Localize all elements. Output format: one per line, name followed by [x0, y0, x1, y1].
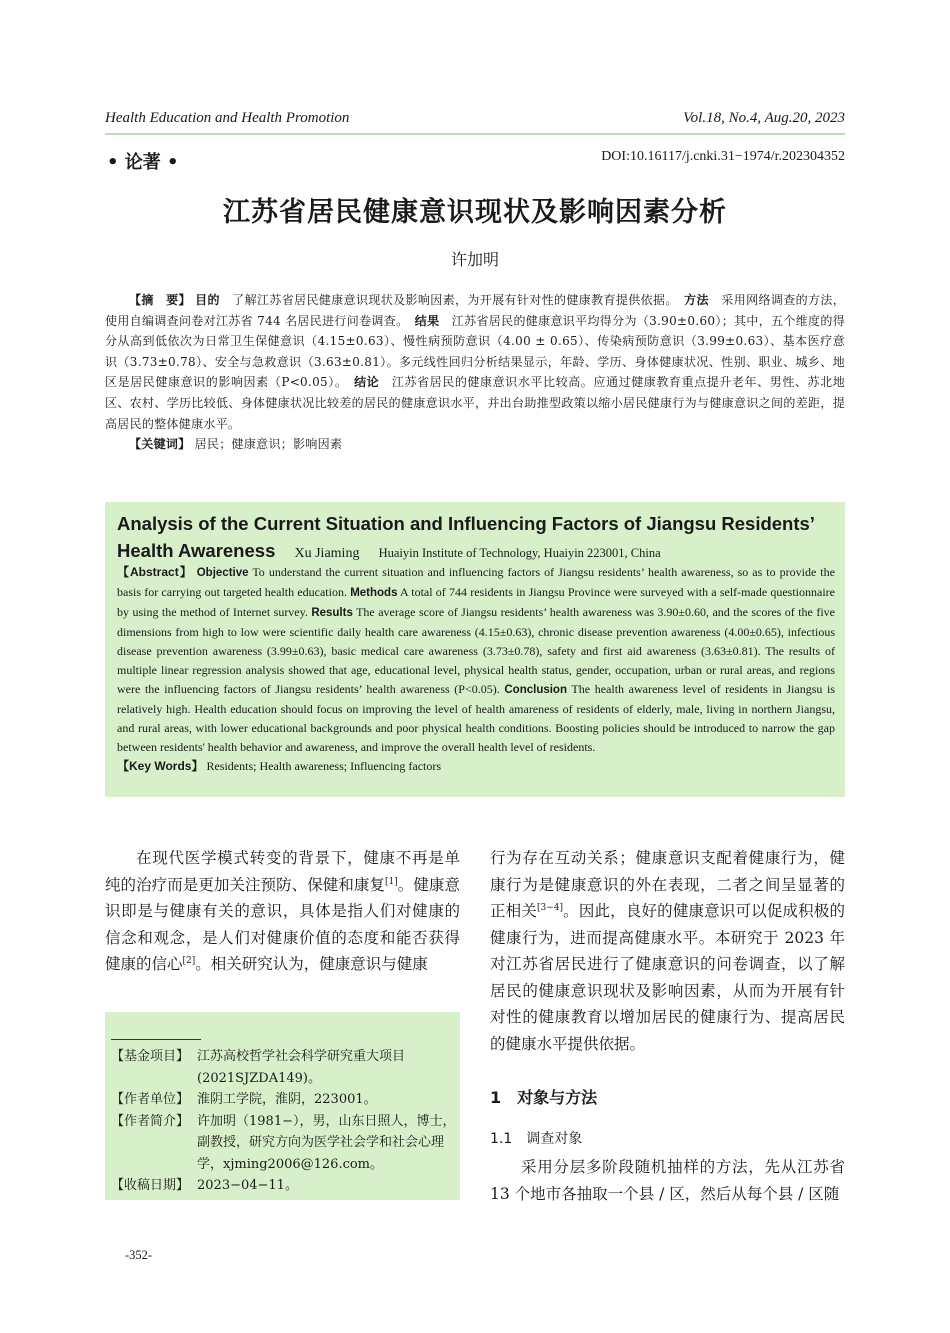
intro-text-1: 在现代医学模式转变的背景下，健康不再是单纯的治疗而是更加关注预防、保健和康复 [105, 849, 460, 894]
subsection-heading: 1.1 调查对象 [490, 1131, 583, 1147]
en-objective-label: Objective [196, 567, 249, 579]
en-results-text: The average score of Jiangsu residents’ health awareness was 3.90±0.60, and the scores of the five dimensions from high to low were scientific daily health care awareness (4.15±0.63), chronic disease prevention awareness (4.00±0.65), infectious disease prevention awareness (3.99±0.63), basic medical care awareness (3.73±0.78), safety and first aid awareness (3.63±0.81). The results of multiple linear regression analysis showed that age, educational level, physical health status, gender, occupation, urban or rural areas, and regions were the influencing factors of Jiangsu residents’ health awareness (P<0.05). [117, 605, 835, 696]
intro-text-4: 行为存在互动关系；健康意识支配着健康行为，健康行为是健康意识的外在表现，二者之间呈显著的正相关 [490, 849, 845, 920]
footnote-text: 2023−04−11。 [197, 1178, 298, 1193]
keywords-text: 居民；健康意识；影响因素 [194, 437, 343, 452]
section-tag: • 论著 • [107, 152, 179, 173]
author-name: 许加明 [450, 250, 499, 269]
en-conclusion-text: The health awareness level of residents in Jiangsu is relatively high. Health education should focus on improving the level of health amareness of residents of elderly, male, living in northern Jiangsu, and rural areas, with lower educational backgrounds and poor physical health conditions. Boosting policies should be introduced to narrow the gap between residents' health behavior and awareness, and improve the overall health level of residents. [117, 682, 836, 754]
footnote-row [111, 1111, 456, 1176]
keywords-label: 【关键词】 [129, 437, 191, 452]
footnote-list [111, 1046, 456, 1197]
english-title: Analysis of the Current Situation and Influencing Factors of Jiangsu Residents’ Health Awareness [117, 513, 814, 561]
abstract-paragraph [105, 290, 845, 434]
citation-1[interactable]: [1] [385, 876, 398, 887]
en-objective-text: To understand the current situation and influencing factors of Jiangsu residents’ health awareness, so as to provide the basis for carrying out targeted health education. [117, 565, 835, 599]
footnote-rule [111, 1039, 201, 1040]
intro-text-2: 。健康意识即是与健康有关的意识，具体是指人们对健康的信念和观念，是人们对健康价值的态度和能否获得健康的信心 [105, 875, 460, 973]
footnote-text: 许加明（1981−），男，山东日照人，博士，副教授，研究方向为医学社会学和社会心理学，xjming2006@126.com。 [197, 1113, 456, 1172]
english-abstract-body [117, 563, 835, 776]
footnote-text: 淮阴工学院，淮阴，223001。 [197, 1092, 377, 1107]
subsection-paragraph: 采用分层多阶段随机抽样的方法，先从江苏省 13 个地市各抽取一个县 / 区，然后从每个县 / 区随 [490, 1158, 845, 1203]
en-keywords-label: 【Key Words】 [117, 759, 204, 773]
intro-text-5: 。因此，良好的健康意识可以促成积极的健康行为，进而提高健康水平。本研究于 2023 年对江苏省居民进行了健康意识的问卷调查，以了解居民的健康意识现状及影响因素，从而为开展有针对性的健康教育以增加居民的健康行为、提高居民的健康水平提供依据。 [490, 902, 845, 1053]
objective-label: 目的 [195, 293, 220, 307]
section-heading: 1 对象与方法 [490, 1088, 598, 1107]
keywords-line [105, 434, 845, 455]
abstract-label: 【摘 要】 [129, 293, 191, 307]
methods-label: 方法 [684, 293, 709, 307]
chinese-abstract [105, 290, 845, 455]
objective-text: 了解江苏省居民健康意识现状及影响因素，为开展有针对性的健康教育提供依据。 [232, 293, 672, 307]
footnote-box [105, 1012, 460, 1200]
page-number: -352- [125, 1248, 153, 1262]
conclusion-text: 江苏省居民的健康意识水平比较高。应通过健康教育重点提升老年、男性、苏北地区、农村、学历比较低、身体健康状况比较差的居民的健康意识水平，并出台助推型政策以缩小居民健康行为与健康意识之间的差距，提高居民的整体健康水平。 [105, 375, 846, 431]
en-abstract-label: 【Abstract】 [117, 565, 193, 579]
results-text: 江苏省居民的健康意识平均得分为（3.90±0.60）；其中，五个维度的得分从高到低依次为日常卫生保健意识（4.15±0.63）、慢性病预防意识（4.00 ± 0.65）、传染病预防意识（3.99±0.63）、基本医疗意识（3.73±0.78）、安全与急救意识（3.63±0.81）。多元线性回归分析结果显示，年龄、学历、身体健康状况、性别、职业、城乡、地区是居民健康意识的影响因素（P<0.05）。 [105, 313, 845, 390]
issue-info: Vol.18, No.4, Aug.20, 2023 [683, 110, 845, 126]
citation-3[interactable]: [3−4] [537, 902, 564, 913]
article-title: 江苏省居民健康意识现状及影响因素分析 [223, 197, 727, 228]
results-label: 结果 [414, 313, 440, 328]
journal-name: Health Education and Health Promotion [105, 110, 350, 126]
english-abstract-box [105, 502, 845, 797]
en-results-label: Results [311, 607, 353, 619]
footnote-row [111, 1046, 456, 1089]
citation-2[interactable]: [2] [182, 955, 196, 966]
body-column-left [105, 845, 460, 978]
en-methods-label: Methods [350, 587, 398, 599]
en-keywords-text: Residents; Health awareness; Influencing factors [206, 759, 442, 773]
header-divider [105, 133, 845, 135]
conclusion-label: 结论 [354, 375, 380, 390]
subsection-body [490, 1154, 845, 1207]
footnote-label: 【作者单位】 [111, 1092, 190, 1107]
body-column-right [490, 845, 845, 1057]
footnote-label: 【作者简介】 [111, 1113, 190, 1129]
footnote-label: 【收稿日期】 [111, 1178, 190, 1193]
footnote-label: 【基金项目】 [111, 1049, 190, 1064]
intro-paragraph [105, 845, 460, 978]
english-author: Xu Jiaming [294, 546, 360, 561]
footnote-text: 江苏高校哲学社会科学研究重大项目(2021SJZDA149)。 [197, 1049, 406, 1086]
english-affiliation: Huaiyin Institute of Technology, Huaiyin 223001, China [378, 546, 661, 560]
footnote-row [111, 1089, 456, 1111]
intro-paragraph-continued [490, 845, 845, 1057]
english-title-block [117, 510, 837, 567]
en-methods-text: A total of 744 residents in Jiangsu Province were surveyed with a self-made questionnaire by using the method of Internet survey. [117, 585, 836, 619]
en-conclusion-label: Conclusion [504, 684, 567, 696]
footnote-row [111, 1175, 456, 1197]
methods-text: 采用网络调查的方法，使用自编调查问卷对江苏省 744 名居民进行问卷调查。 [105, 293, 846, 328]
doi: DOI:10.16117/j.cnki.31−1974/r.202304352 [601, 149, 845, 164]
intro-text-3: 。相关研究认为，健康意识与健康 [195, 955, 428, 973]
